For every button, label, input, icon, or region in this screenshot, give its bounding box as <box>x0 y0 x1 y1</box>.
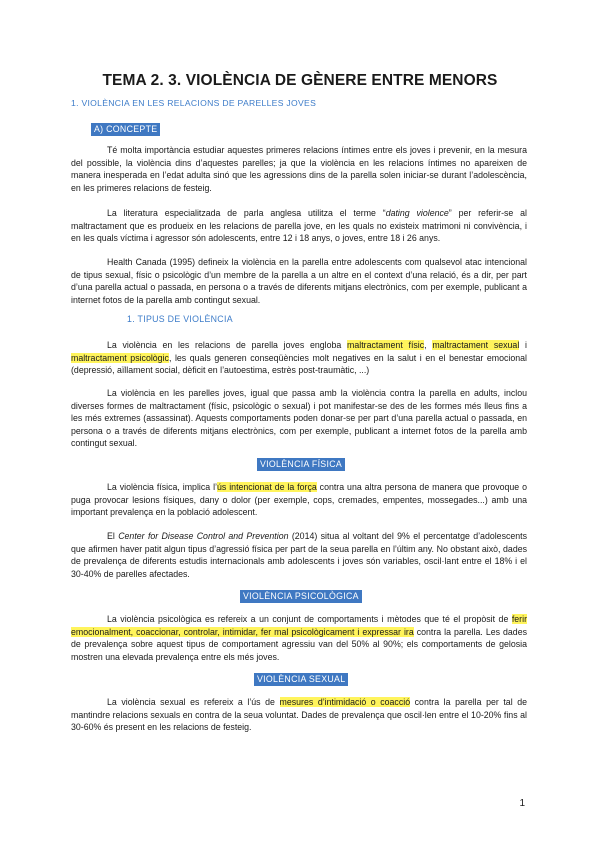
tipus-label: 1. TIPUS DE VIOLÈNCIA <box>127 314 233 324</box>
page-number: 1 <box>519 798 525 809</box>
psicologica-label: VIOLÈNCIA PSICOLÒGICA <box>240 590 362 603</box>
fisica-label: VIOLÈNCIA FÍSICA <box>257 458 345 471</box>
paragraph-dating-violence: La literatura especialitzada de parla anglesa utilitza el terme “dating violence” per referir-se al maltractament que es produeix en les relacions de parella jove, en les quals no existeix matrimoni ni convivència, i en les quals víctima i agressor són adolescents, entre 12 i 18 anys, o joves, entre 18 i 26 anys. <box>71 208 528 244</box>
sexual-label: VIOLÈNCIA SEXUAL <box>254 673 348 686</box>
paragraph-fisica: La violència física, implica l’ús intencionat de la força contra una altra persona de manera que provoque o puga provocar lesions físiques, dany o dolor (per exemple, cops, cremades, empentes, mossegades...) amb una important prevalença en la població adolescent. <box>71 482 527 518</box>
paragraph-sexual: La violència sexual es refereix a l’ús de mesures d’intimidació o coacció contra la parella per tal de mantindre relacions sexuals en contra de la seua voluntat. Dades de prevalença que oscil·len entre el 10-20% fins al 30-60% és present en les relacions de festeig. <box>71 697 528 733</box>
concepte-label: A) CONCEPTE <box>91 123 160 136</box>
paragraph-intro: Té molta importància estudiar aquestes primeres relacions íntimes entre els joves i prevenir, en la mesura del possible, la violència dins d’aquestes parelles; ja que la violència en les relacions íntimes no apareixen de manera inesperada en l’edat adulta sinó que les agressions dins de la parella solen iniciar-se durant l’adolescència, en les primeres relacions de festeig. <box>71 145 527 193</box>
section-heading: 1. VIOLÈNCIA EN LES RELACIONS DE PARELLES JOVES <box>71 98 317 108</box>
page-title: TEMA 2. 3. VIOLÈNCIA DE GÈNERE ENTRE MENORS <box>102 72 498 89</box>
paragraph-cdc: El Center for Disease Control and Prevention (2014) situa al voltant del 9% el percentatge d’adolescents que afirmen haver patit algun tipus d’agressió física per part de la seua parella en l’últim any. No obstant això, dades de prevalença de diferents estudis internacionals amb adolescents i joves són variables, oscil·lant entre el 18% i el 30-40% de parelles afectades. <box>71 531 527 579</box>
paragraph-psicologica: La violència psicològica es refereix a un conjunt de comportaments i mètodes que té el propòsit de ferir emocionalment, coaccionar, controlar, intimidar, fer mal psicològicament i expressar ira contra la parella. Les dades de prevalença sobre aquest tipus de comportament agressiu van del 50% al 90%; els comportaments de gelosia mostren una elevada prevalença entre els més joves. <box>71 614 527 662</box>
paragraph-formes: La violència en les parelles joves, igual que passa amb la violència contra la parella en adults, inclou diverses formes de maltractament (físic, psicològic o sexual) i pot manifestar-se des de les formes més lleus fins a les més extremes (assassinat). Aquests comportaments poden donar-se per part d’una parella actual o passada, en persona o a través de diferents mitjans electrònics, com per exemple, publicant a internet fotos de la parella amb contingut sexual. <box>71 388 527 449</box>
paragraph-tipus: La violència en les relacions de parella joves engloba maltractament físic, maltractament sexual i maltractament psicològic, les quals generen conseqüències molt negatives en la salut i en el benestar emocional (depressió, aïllament social, dèficit en l’autoestima, estrès post-traumàtic, ...) <box>71 340 527 376</box>
paragraph-health-canada: Health Canada (1995) defineix la violència en la parella entre adolescents com qualsevol atac intencional de tipus sexual, físic o psicològic d’un membre de la parella a un altre en el context d’una relació, és a dir, per part d’una parella actual o passada, en persona o a través de diferents mitjans electrònics, com per exemple, publicant a internet fotos de la parella amb contingut sexual. <box>71 257 527 305</box>
